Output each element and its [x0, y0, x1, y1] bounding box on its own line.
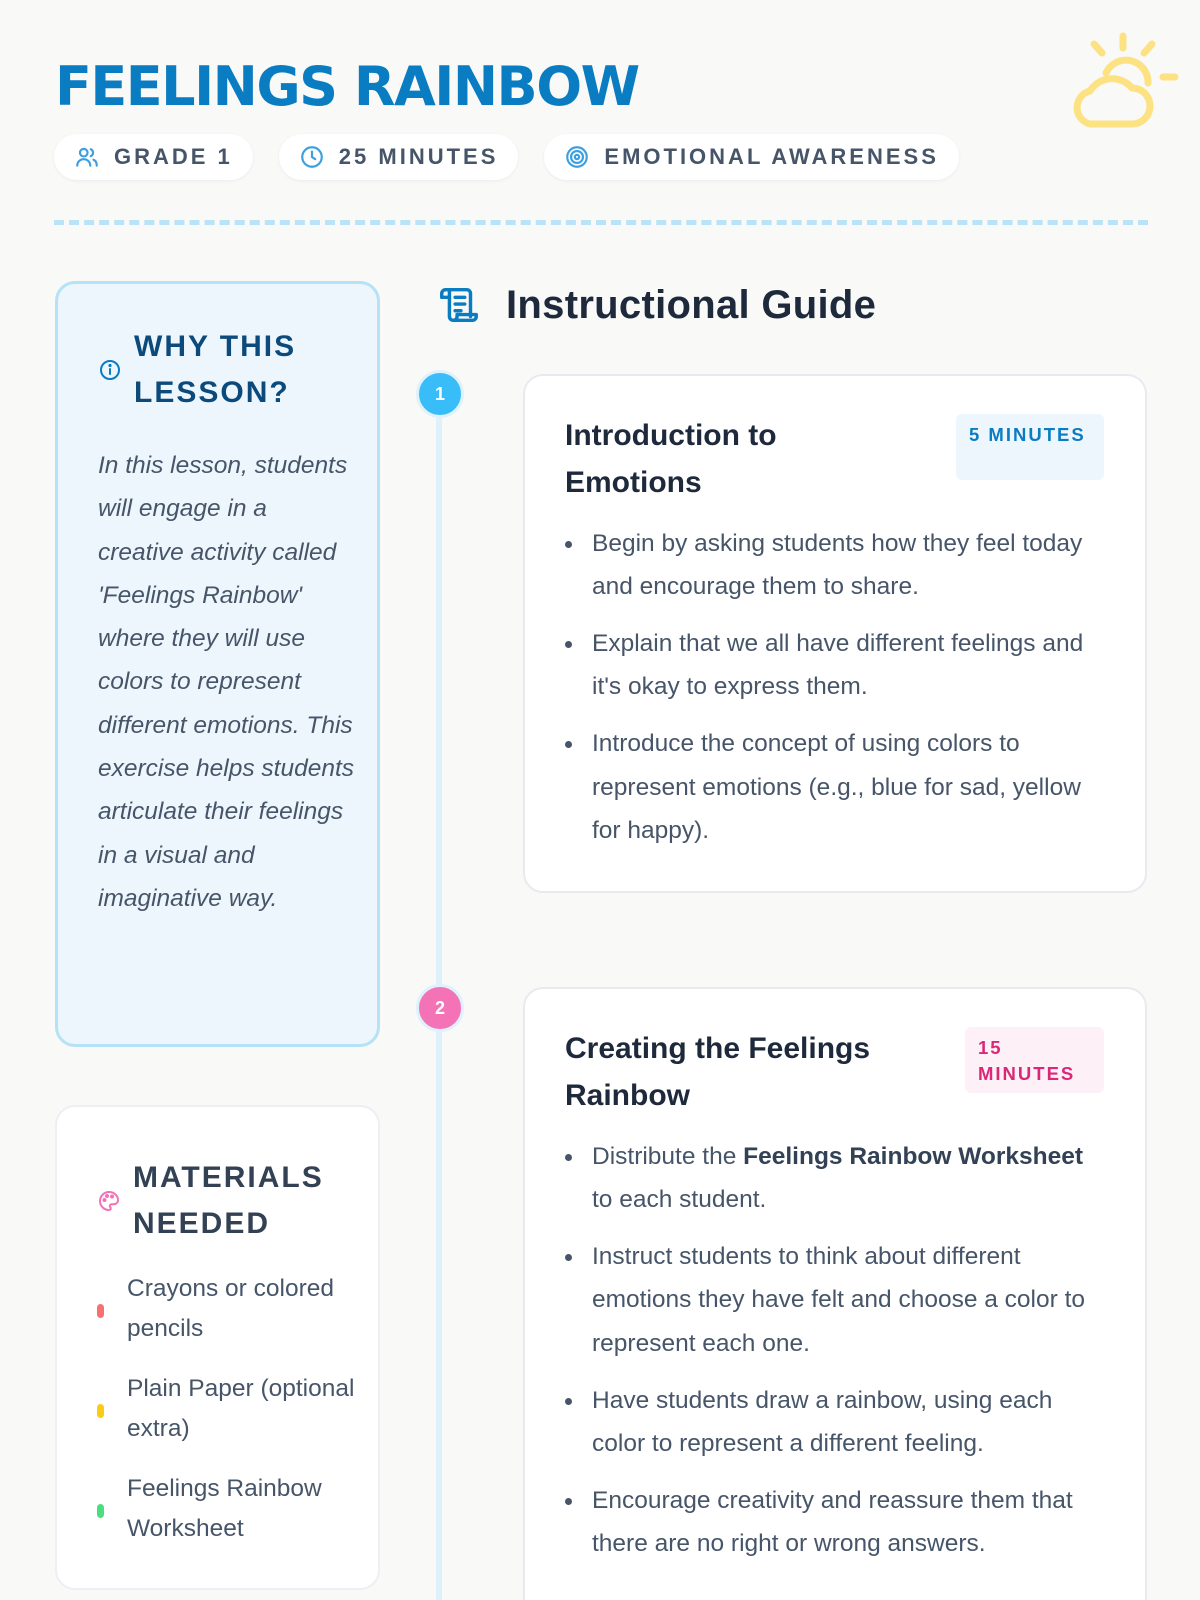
step-card-introduction [523, 374, 1147, 893]
grade-label: GRADE 1 [114, 144, 233, 169]
why-lesson-card [55, 281, 380, 1047]
list-item [97, 1369, 367, 1449]
focus-tag [544, 134, 958, 180]
grade-tag [54, 134, 253, 180]
item-text-before: Distribute the [592, 1143, 744, 1170]
lesson-meta-tags [54, 134, 959, 180]
materials-card [55, 1105, 380, 1590]
duration-text: 15 MINUTES [978, 1037, 1076, 1084]
duration-badge [965, 1027, 1104, 1093]
materials-list [97, 1269, 367, 1569]
list-item [565, 1135, 1105, 1222]
duration-label: 25 MINUTES [338, 144, 499, 169]
sun-cloud-icon [1066, 28, 1182, 134]
materials-title: MATERIALS NEEDED [133, 1161, 324, 1240]
step-title: Introduction to Emotions [565, 419, 777, 499]
focus-label: EMOTIONAL AWARENESS [604, 144, 939, 169]
list-item: Have students draw a rainbow, using each color to represent a different feeling. [565, 1379, 1105, 1466]
why-lesson-header [98, 324, 324, 416]
list-item: Introduce the concept of using colors to represent emotions (e.g., blue for sad, yellow for happy). [565, 722, 1105, 852]
page-title: FEELINGS RAINBOW [55, 55, 639, 118]
target-icon [564, 144, 590, 170]
guide-header [436, 282, 876, 328]
worksheet-name: Feelings Rainbow Worksheet [743, 1143, 1084, 1170]
bullet-dot [97, 1304, 104, 1318]
step-card-creating-rainbow [523, 987, 1147, 1600]
duration-badge [956, 414, 1104, 480]
scroll-icon [436, 282, 482, 328]
why-lesson-title: WHY THIS LESSON? [134, 330, 297, 409]
step-number-badge [416, 984, 464, 1032]
users-icon [74, 144, 100, 170]
list-item: Begin by asking students how they feel today and encourage them to share. [565, 522, 1105, 609]
list-item: Explain that we all have different feelings and it's okay to express them. [565, 622, 1105, 709]
guide-title: Instructional Guide [506, 282, 877, 327]
bullet-dot [97, 1404, 104, 1418]
list-item [97, 1269, 367, 1349]
step-instructions [565, 522, 1105, 866]
materials-header [97, 1155, 343, 1247]
why-lesson-text: In this lesson, students will engage in a creative activity called 'Feelings Rainbow' where they will use colors to represent different emotions. This exercise helps students articulate their feelings in a visual and imaginative way. [98, 452, 355, 912]
material-label: Feelings Rainbow Worksheet [127, 1475, 322, 1542]
item-text-after: to each student. [592, 1186, 767, 1214]
step-number-badge [416, 370, 464, 418]
bullet-dot [97, 1504, 104, 1518]
duration-tag [279, 134, 519, 180]
duration-text: 5 MINUTES [969, 424, 1086, 445]
clock-icon [299, 144, 325, 170]
material-label: Crayons or colored pencils [127, 1275, 334, 1342]
material-label: Plain Paper (optional extra) [127, 1375, 355, 1442]
header-divider [54, 220, 1148, 225]
step-number: 1 [434, 383, 445, 404]
palette-icon [97, 1189, 121, 1213]
step-title: Creating the Feelings Rainbow [565, 1032, 871, 1112]
list-item: Instruct students to think about different emotions they have felt and choose a color to represent each one. [565, 1235, 1105, 1365]
step-instructions [565, 1135, 1105, 1579]
step-number: 2 [434, 997, 445, 1018]
info-icon [98, 358, 122, 382]
list-item [97, 1469, 367, 1549]
list-item: Encourage creativity and reassure them that there are no right or wrong answers. [565, 1479, 1105, 1566]
